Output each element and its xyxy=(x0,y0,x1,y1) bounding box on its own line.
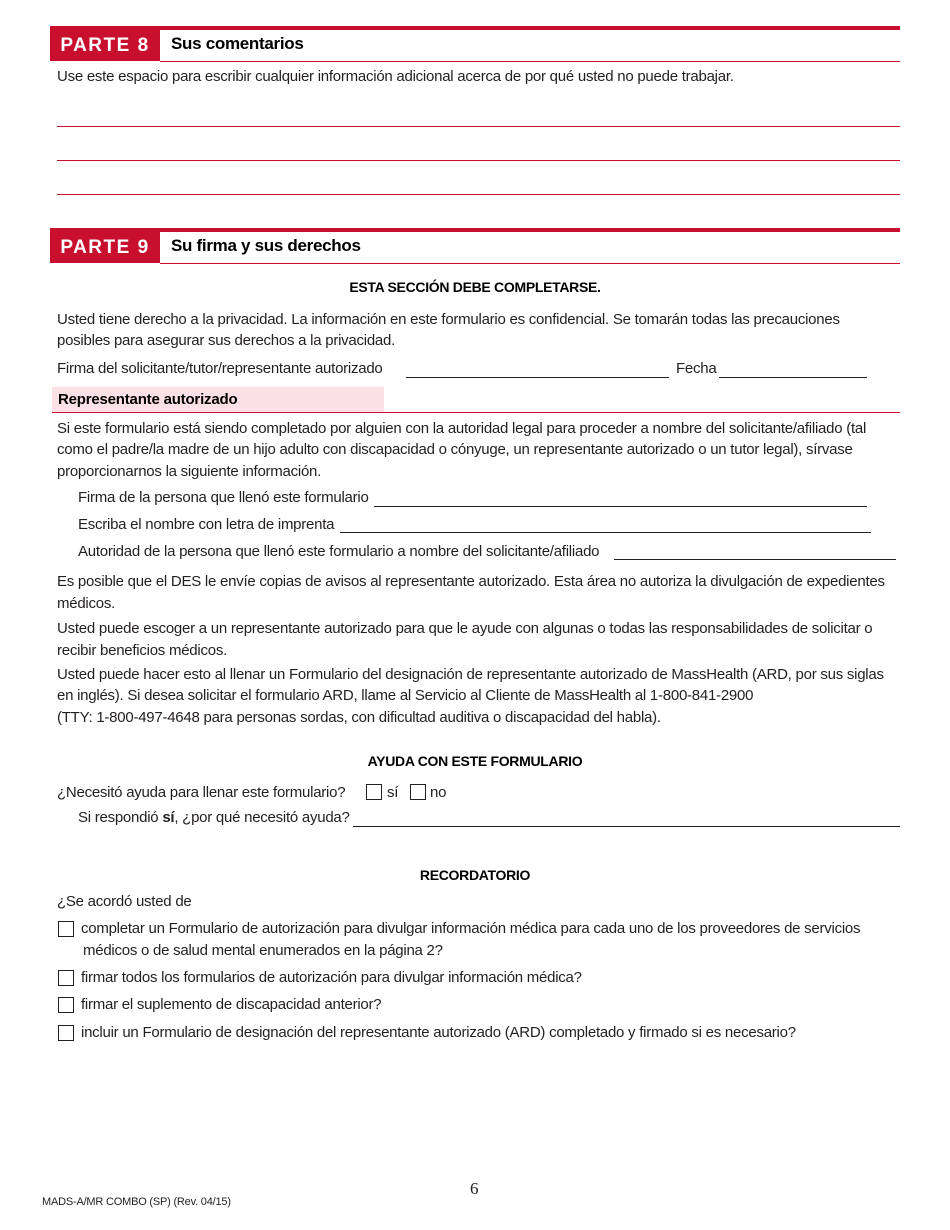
help-followup-suffix: , ¿por qué necesitó ayuda? xyxy=(174,809,350,826)
help-followup-prefix: Si respondió xyxy=(78,809,163,826)
help-reason-field[interactable] xyxy=(353,826,900,827)
help-no-label: no xyxy=(430,784,447,801)
signature-field[interactable] xyxy=(406,377,669,378)
reminder-checkbox-2[interactable] xyxy=(58,970,74,986)
reminder-item-1-line-2: médicos o de salud mental enumerados en la página 2? xyxy=(83,942,443,959)
reminder-item-3: firmar el suplemento de discapacidad anterior? xyxy=(81,996,382,1013)
reminder-checkbox-3[interactable] xyxy=(58,997,74,1013)
part9-top-rule xyxy=(50,228,900,232)
rep-intro-line-1: Si este formulario está siendo completado por alguien con la autoridad legal para proceder a nombre del solicitante/afiliado (tal xyxy=(57,420,867,437)
page-number: 6 xyxy=(470,1179,479,1198)
authorized-rep-rule xyxy=(52,412,900,413)
part8-top-rule xyxy=(50,26,900,30)
comment-line-3[interactable] xyxy=(57,194,900,195)
privacy-line-2: posibles para asegurar sus derechos a la privacidad. xyxy=(57,332,396,349)
help-yes-label: sí xyxy=(387,784,399,801)
rep-ard-line-3: (TTY: 1-800-497-4648 para personas sordas, con dificultad auditiva o discapacidad del habla). xyxy=(57,709,661,726)
signature-label: Firma del solicitante/tutor/representante autorizado xyxy=(57,360,383,377)
rep-ard-line-1: Usted puede hacer esto al llenar un Formulario del designación de representante autorizado de MassHealth (ARD, por sus siglas xyxy=(57,666,884,683)
reminder-heading: RECORDATORIO xyxy=(419,867,531,883)
date-label: Fecha xyxy=(676,360,717,377)
rep-intro-line-2: como el padre/la madre de un hijo adulto con discapacidad o cónyuge, un representante autorizado o un tutor legal), sírvase xyxy=(57,441,853,458)
rep-intro-line-3: proporcionarnos la siguiente información. xyxy=(57,463,322,480)
reminder-checkbox-4[interactable] xyxy=(58,1025,74,1041)
comment-line-2[interactable] xyxy=(57,160,900,161)
rep-signature-label: Firma de la persona que llenó este formulario xyxy=(78,489,369,506)
rep-choose-line-2: recibir beneficios médicos. xyxy=(57,642,227,659)
form-code: MADS-A/MR COMBO (SP) (Rev. 04/15) xyxy=(42,1196,231,1208)
date-field[interactable] xyxy=(719,377,867,378)
reminder-item-4: incluir un Formulario de designación del representante autorizado (ARD) completado y firmado si es necesario? xyxy=(81,1024,796,1041)
part9-title-rule xyxy=(160,263,900,264)
part8-title: Sus comentarios xyxy=(171,34,304,53)
help-no-checkbox[interactable] xyxy=(410,784,426,800)
rep-ard-line-2: en inglés). Si desea solicitar el formulario ARD, llame al Servicio al Cliente de MassHealth al 1-800-841-2900 xyxy=(57,687,754,704)
rep-signature-field[interactable] xyxy=(374,506,867,507)
rep-authority-label: Autoridad de la persona que llenó este formulario a nombre del solicitante/afiliado xyxy=(78,543,600,560)
reminder-item-1-line-1: completar un Formulario de autorización para divulgar información médica para cada uno de los proveedores de servicios xyxy=(81,920,861,937)
rep-choose-line-1: Usted puede escoger a un representante autorizado para que le ayude con algunas o todas las responsabilidades de solicitar o xyxy=(57,620,873,637)
reminder-checkbox-1[interactable] xyxy=(58,921,74,937)
part8-instruction: Use este espacio para escribir cualquier información adicional acerca de por qué usted no puede trabajar. xyxy=(57,68,734,85)
reminder-item-2: firmar todos los formularios de autorización para divulgar información médica? xyxy=(81,969,582,986)
comment-line-1[interactable] xyxy=(57,126,900,127)
rep-authority-field[interactable] xyxy=(614,559,896,560)
privacy-line-1: Usted tiene derecho a la privacidad. La información en este formulario es confidencial. Se tomarán todas las precauciones xyxy=(57,311,840,328)
must-complete-heading: ESTA SECCIÓN DEBE COMPLETARSE. xyxy=(349,279,601,295)
rep-print-name-field[interactable] xyxy=(340,532,871,533)
reminder-question: ¿Se acordó usted de xyxy=(57,893,192,910)
part8-label: PARTE 8 xyxy=(50,30,160,61)
part8-title-rule xyxy=(160,61,900,62)
help-question: ¿Necesitó ayuda para llenar este formulario? xyxy=(57,784,346,801)
help-followup xyxy=(78,807,350,829)
part9-title: Su firma y sus derechos xyxy=(171,236,361,255)
help-followup-bold: sí xyxy=(162,809,175,826)
part9-label: PARTE 9 xyxy=(50,232,160,263)
help-yes-checkbox[interactable] xyxy=(366,784,382,800)
help-heading: AYUDA CON ESTE FORMULARIO xyxy=(367,753,583,769)
rep-notice-line-1: Es posible que el DES le envíe copias de avisos al representante autorizado. Esta área no autoriza la divulgación de expedientes xyxy=(57,573,885,590)
rep-notice-line-2: médicos. xyxy=(57,595,116,612)
rep-print-name-label: Escriba el nombre con letra de imprenta xyxy=(78,516,335,533)
authorized-rep-heading: Representante autorizado xyxy=(52,387,384,412)
